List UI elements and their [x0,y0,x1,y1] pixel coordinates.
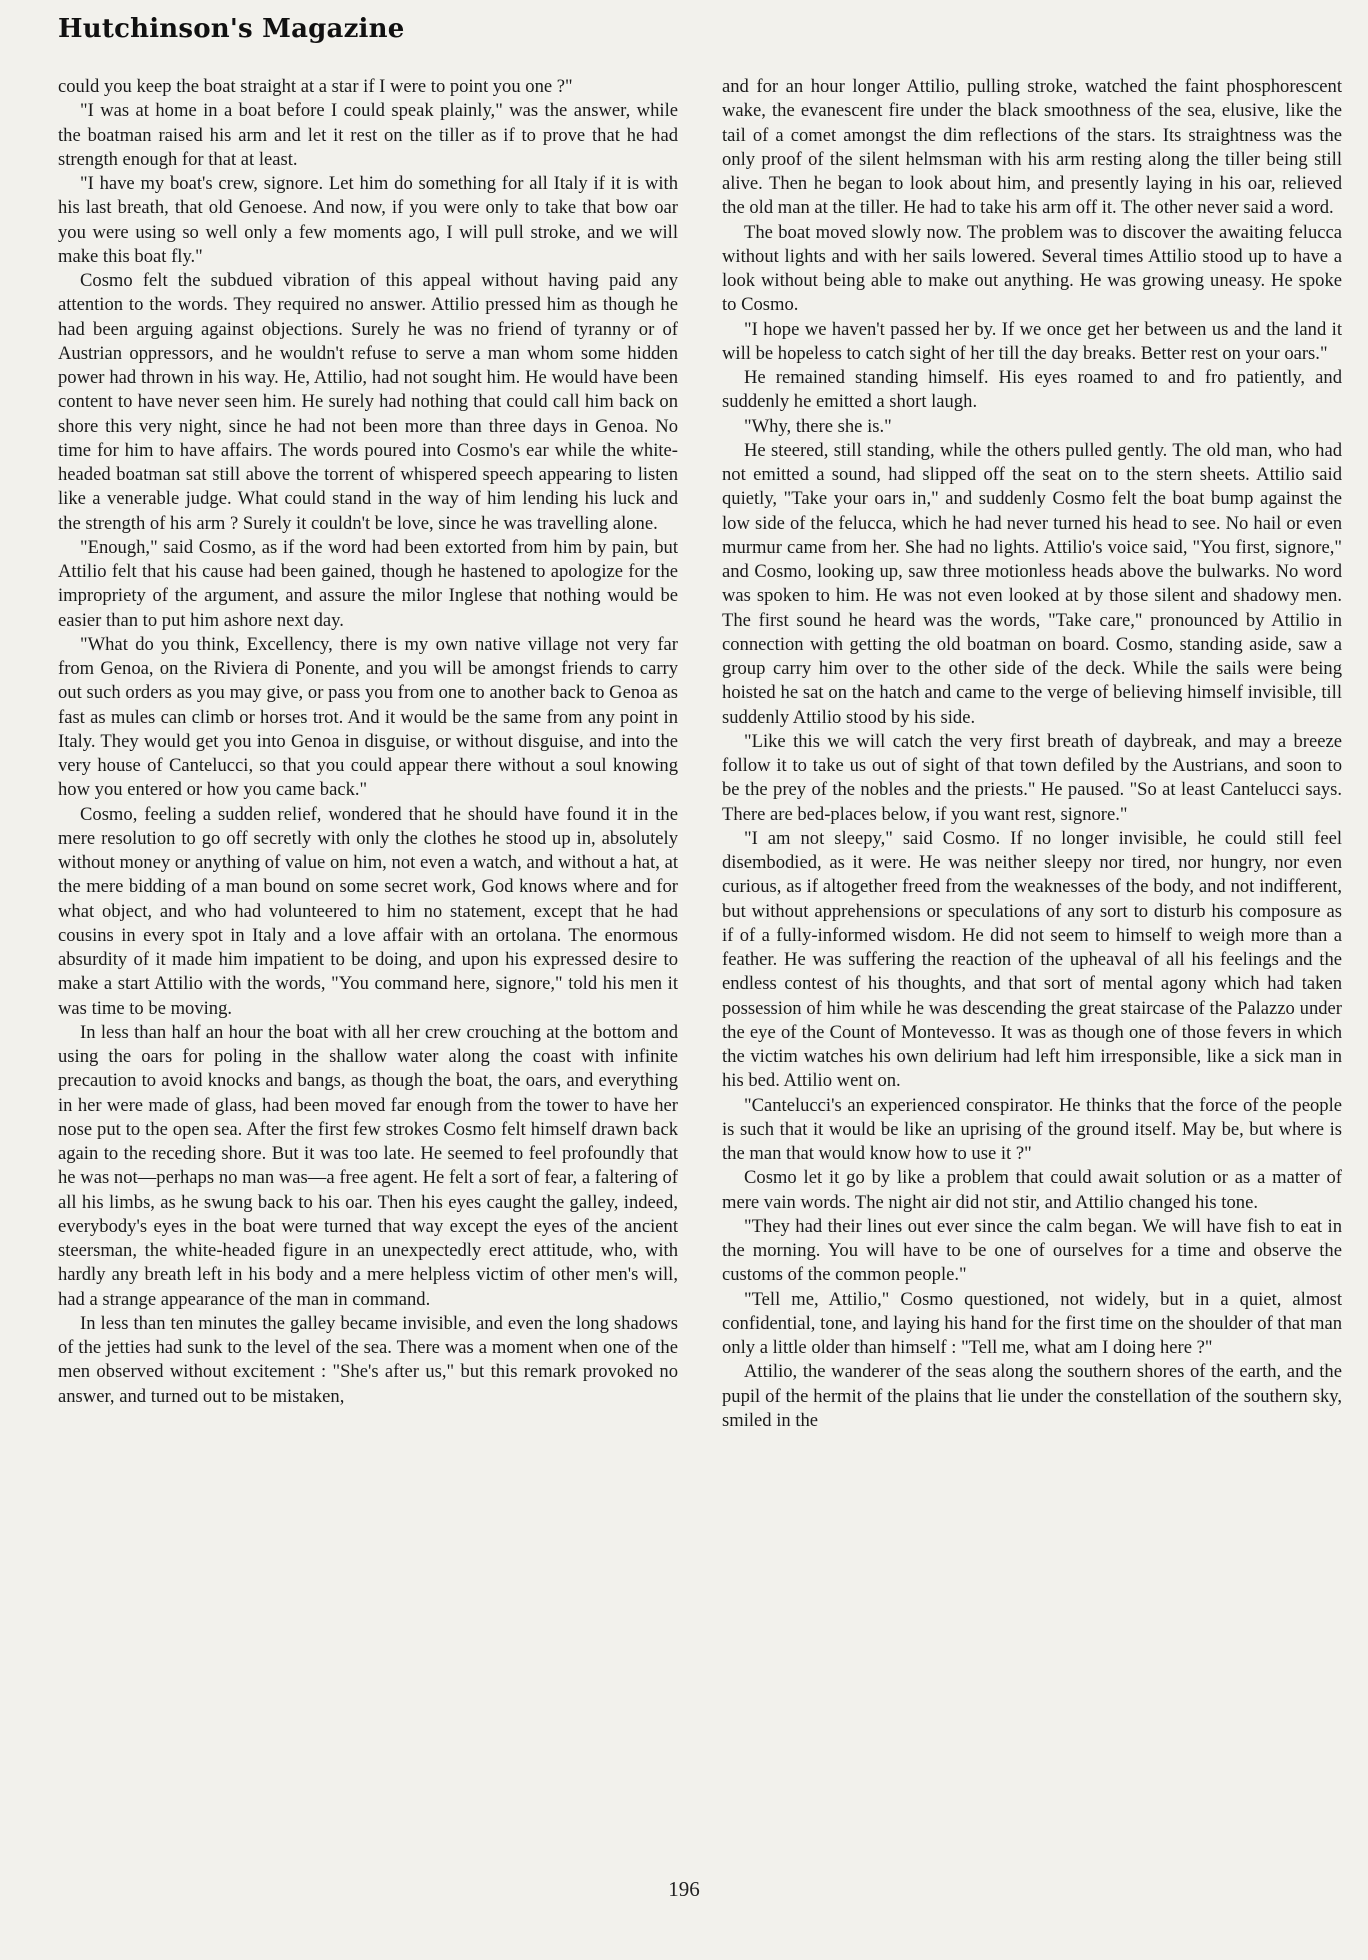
paragraph: "I am not sleepy," said Cosmo. If no longer invisible, he could still feel disembodied, as it were. He was neither sleepy nor tired, nor hungry, nor even curious, as if altogether freed from the weaknesses of the body, and not indifferent, but without apprehensions or speculations of any sort to disturb his composure as if of a fully-informed wisdom. He did not seem to himself to weigh more than a feather. He was suffering the reaction of the upheaval of all his feelings and the endless contest of his thoughts, and that sort of mental agony which had taken possession of him while he was descending the great staircase of the Palazzo under the eye of the Count of Montevesso. It was as though one of those fevers in which the victim watches his own delirium had left him irresponsible, like a sick man in his bed. Attilio went on. [722,827,1342,1092]
paragraph: "Enough," said Cosmo, as if the word had been extorted from him by pain, but Attilio felt that his cause had been gained, though he hastened to apologize for the impropriety of the argument, and assure the milor Inglese that nothing would be easier than to put him ashore next day. [58,536,678,631]
paragraph: "They had their lines out ever since the calm began. We will have fish to eat in the morning. You will have to be one of ourselves for a time and observe the customs of the common people." [722,1215,1342,1286]
paragraph: and for an hour longer Attilio, pulling stroke, watched the faint phosphorescent wake, the evanescent fire under the black smoothness of the sea, elusive, like the tail of a comet amongst the dim reflections of the stars. Its straightness was the only proof of the silent helmsman with his arm resting along the tiller being still alive. Then he began to look about him, and presently laying in his oar, relieved the old man at the tiller. He had to take his arm off it. The other never said a word. [722,76,1342,219]
paragraph: Attilio, the wanderer of the seas along the southern shores of the earth, and the pupil of the hermit of the plains that lie under the constellation of the southern sky, smiled in the [722,1361,1342,1431]
right-column [722,75,1342,1433]
paragraph: Cosmo let it go by like a problem that could await solution or as a matter of mere vain words. The night air did not stir, and Attilio changed his tone. [722,1167,1342,1213]
paragraph: Cosmo felt the subdued vibration of this appeal without having paid any attention to the words. They required no answer. Attilio pressed him as though he had been arguing against objections. Surely he was no friend of tyranny or of Austrian oppressors, and he wouldn't refuse to serve a man whom some hidden power had thrown in his way. He, Attilio, had not sought him. He would have been content to have never seen him. He surely had nothing that could call him back on shore this very night, since he had not been more than three days in Genoa. No time for him to have affairs. The words poured into Cosmo's ear while the white-headed boatman sat still above the torrent of whispered speech appearing to listen like a venerable judge. What could stand in the way of him lending his luck and the strength of his arm ? Surely it couldn't be love, since he was travelling alone. [58,270,678,534]
paragraph: He steered, still standing, while the others pulled gently. The old man, who had not emitted a sound, had slipped off the seat on to the stern sheets. Attilio said quietly, "Take your oars in," and suddenly Cosmo felt the boat bump against the low side of the felucca, which he had never turned his head to see. No hail or even murmur came from her. She had no lights. Attilio's voice said, "You first, signore," and Cosmo, looking up, saw three motionless heads above the bulwarks. No word was spoken to him. He was not even looked at by those silent and shadowy men. The first sound he heard was the words, "Take care," pronounced by Attilio in connection with getting the old boatman on board. Cosmo, standing aside, saw a group carry him over to the other side of the deck. While the sails were being hoisted he sat on the hatch and came to the verge of believing himself invisible, till suddenly Attilio stood by his side. [722,439,1342,728]
paragraph: Cosmo, feeling a sudden relief, wondered that he should have found it in the mere resolution to go off secretly with only the clothes he stood up in, absolutely without money or anything of value on him, not even a watch, and without a hat, at the mere bidding of a man bound on some secret work, God knows where and for what object, and who had volunteered to him no statement, except that he had cousins in every spot in Italy and a love affair with an ortolana. The enormous absurdity of it made him impatient to be doing, and upon his expressed desire to make a start Attilio with the words, "You command here, signore," told his men it was time to be moving. [58,803,678,1019]
paragraph: "I have my boat's crew, signore. Let him do something for all Italy if it is with his last breath, that old Genoese. And now, if you were only to take that bow oar you were using so well only a few moments ago, I will pull stroke, and we will make this boat fly." [58,173,678,267]
paragraph: In less than half an hour the boat with all her crew crouching at the bottom and using the oars for poling in the shallow water along the coast with infinite precaution to avoid knocks and bangs, as though the boat, the oars, and everything in her were made of glass, had been moved far enough from the tower to have her nose put to the open sea. After the first few strokes Cosmo felt himself drawn back again to the receding shore. But it was too late. He seemed to feel profoundly that he was not—perhaps no man was—a free agent. He felt a sort of fear, a faltering of all his limbs, as he swung back to his oar. Then his eyes caught the galley, indeed, everybody's eyes in the boat were turned that way except the eyes of the ancient steersman, the white-headed figure in an unexpectedly erect attitude, who, with hardly any breath left in his body and a mere helpless victim of other men's will, had a strange appearance of the man in command. [58,1021,678,1310]
paragraph: The boat moved slowly now. The problem was to discover the awaiting felucca without lights and with her sails lowered. Several times Attilio stood up to have a look without being able to make out anything. He was growing uneasy. He spoke to Cosmo. [722,221,1342,316]
paragraph: He remained standing himself. His eyes roamed to and fro patiently, and suddenly he emitted a short laugh. [722,367,1342,413]
page-number: 196 [668,1877,700,1901]
paragraph: "Like this we will catch the very first breath of daybreak, and may a breeze follow it to take us out of sight of that town defiled by the Austrians, and soon to be the prey of the nobles and the priests." He paused. "So at least Cantelucci says. There are bed-places below, if you want rest, signore." [722,730,1342,825]
paragraph: "I was at home in a boat before I could speak plainly," was the answer, while the boatman raised his arm and let it rest on the tiller as if to prove that he had strength enough for that at least. [58,100,678,170]
paragraph: "Cantelucci's an experienced conspirator. He thinks that the force of the people is such that it would be like an uprising of the ground itself. May be, but where is the man that would know how to use it ?" [722,1094,1342,1164]
running-head: Hutchinson's Magazine [58,14,405,44]
paragraph: "I hope we haven't passed her by. If we once get her between us and the land it will be hopeless to catch sight of her till the day breaks. Better rest on your oars." [722,318,1342,364]
paragraph: "Tell me, Attilio," Cosmo questioned, not widely, but in a quiet, almost confidential, tone, and laying his hand for the first time on the shoulder of that man only a little older than himself : "Tell me, what am I doing here ?" [722,1288,1342,1358]
paragraph: "Why, there she is." [744,415,892,437]
left-column [58,75,678,1409]
paragraph: In less than ten minutes the galley became invisible, and even the long shadows of the jetties had sunk to the level of the sea. There was a moment when one of the men observed without excitement : "She's after us," but this remark provoked no answer, and turned out to be mistaken, [58,1312,678,1407]
paragraph: "What do you think, Excellency, there is my own native village not very far from Genoa, on the Riviera di Ponente, and you will be amongst friends to carry out such orders as you may give, or pass you from one to another back to Genoa as fast as mules can climb or horses trot. And it would be the same from any point in Italy. They would get you into Genoa in disguise, or without disguise, and into the very house of Cantelucci, so that you could appear there without a soul knowing how you entered or how you came back." [58,633,678,801]
paragraph: could you keep the boat straight at a star if I were to point you one ?" [58,76,573,97]
